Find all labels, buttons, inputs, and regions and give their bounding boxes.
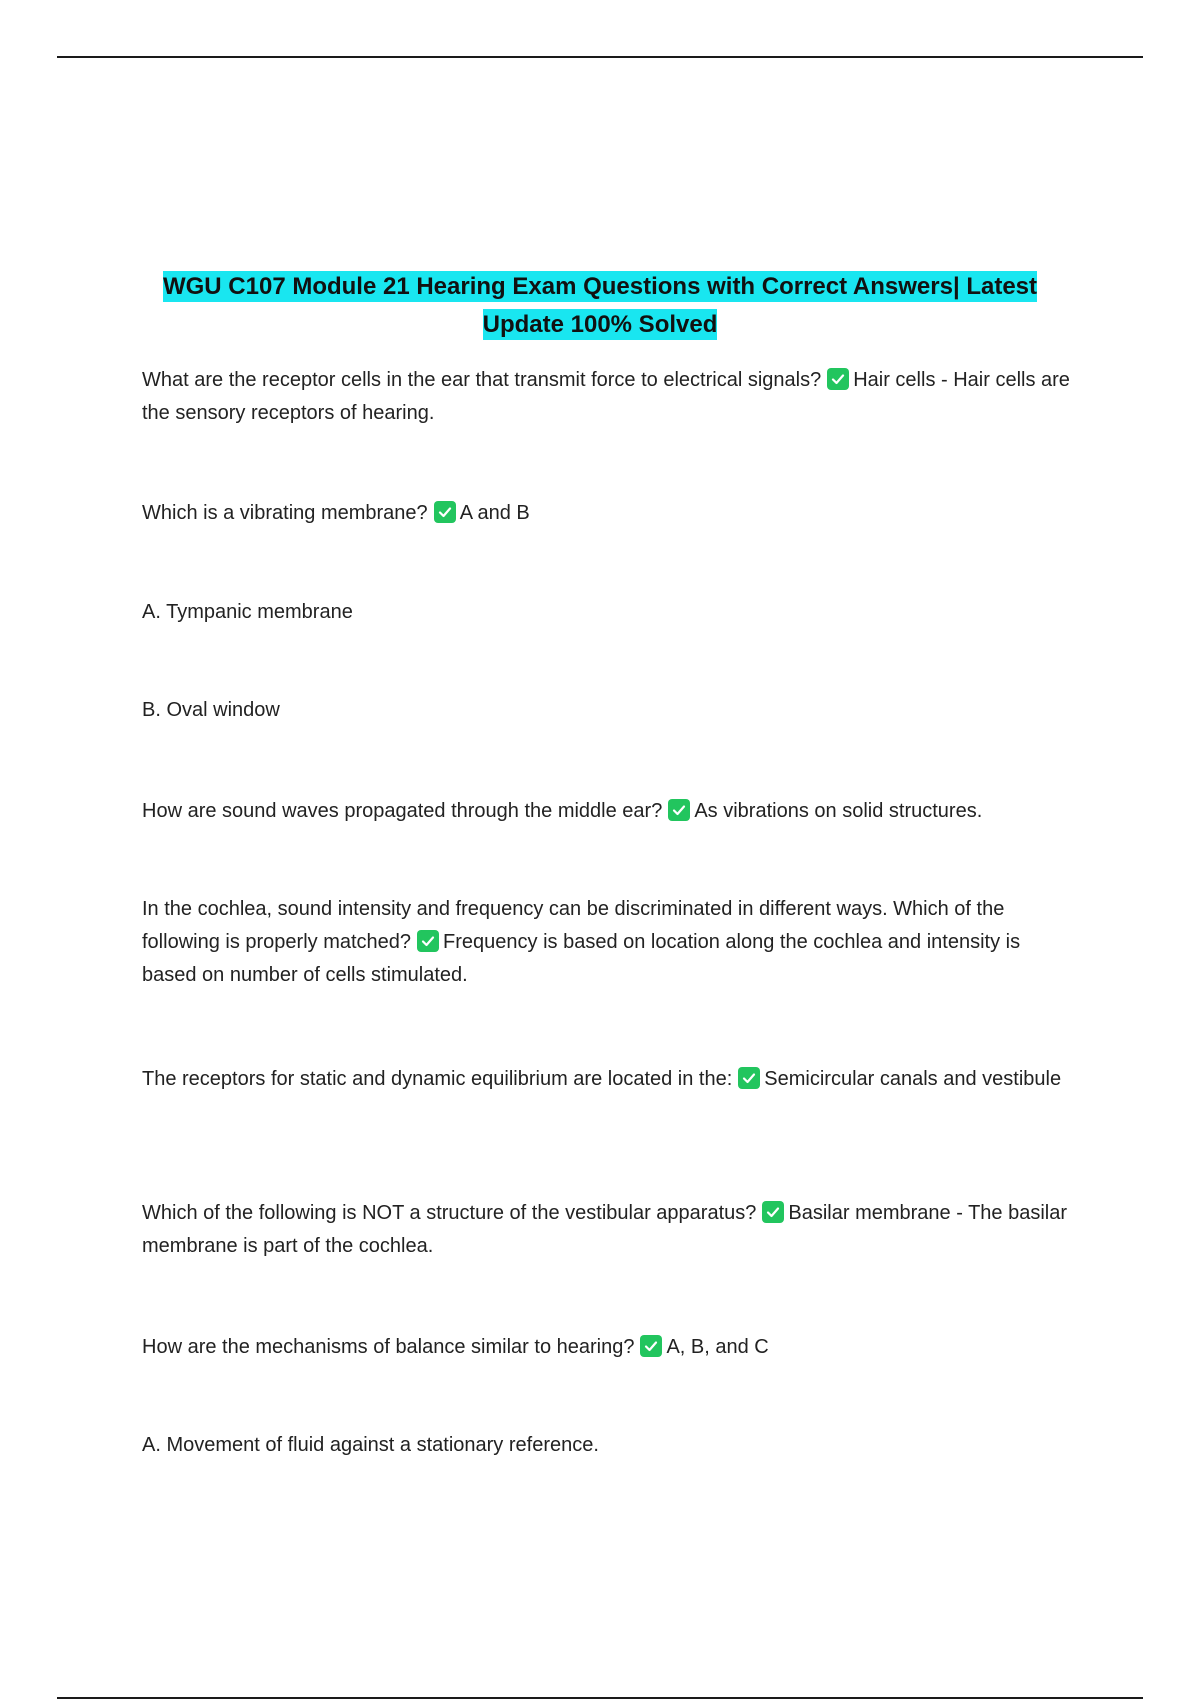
qa-item-2	[142, 497, 1072, 530]
qa-item-7	[142, 1331, 1072, 1364]
qa-item-5	[142, 1063, 1072, 1096]
qa-item-1	[142, 364, 1072, 430]
option-a	[142, 596, 1072, 629]
option-text: A. Tympanic membrane	[142, 601, 353, 623]
header-rule	[57, 56, 1143, 58]
check-mark-icon	[668, 799, 690, 821]
question-text: Which of the following is NOT a structure of the vestibular apparatus?	[142, 1202, 757, 1224]
document-title	[140, 268, 1060, 344]
answer-text: Hair cells - Hair cells are the sensory receptors of hearing.	[142, 369, 1070, 424]
qa-item-4	[142, 893, 1072, 992]
option-a-balance	[142, 1429, 1072, 1462]
question-text: What are the receptor cells in the ear that transmit force to electrical signals?	[142, 369, 822, 391]
check-mark-icon	[827, 368, 849, 390]
option-text: A. Movement of fluid against a stationary reference.	[142, 1434, 599, 1456]
question-text: Which is a vibrating membrane?	[142, 502, 428, 524]
check-mark-icon	[434, 501, 456, 523]
qa-item-3	[142, 795, 1072, 828]
answer-text: A, B, and C	[666, 1336, 769, 1358]
option-b	[142, 694, 1072, 727]
footer-rule	[57, 1697, 1143, 1699]
check-mark-icon	[762, 1201, 784, 1223]
check-mark-icon	[417, 930, 439, 952]
answer-text: Basilar membrane - The basilar membrane is part of the cochlea.	[142, 1202, 1068, 1257]
answer-text: Frequency is based on location along the cochlea and intensity is based on number of cells stimulated.	[142, 931, 1021, 986]
answer-text: A and B	[459, 502, 530, 524]
question-text: How are sound waves propagated through the middle ear?	[142, 800, 663, 822]
check-mark-icon	[738, 1067, 760, 1089]
answer-text: Semicircular canals and vestibule	[764, 1068, 1062, 1090]
question-text: The receptors for static and dynamic equilibrium are located in the:	[142, 1068, 733, 1090]
title-highlight: WGU C107 Module 21 Hearing Exam Questions with Correct Answers| Latest Update 100% Solved	[162, 273, 1038, 338]
option-text: B. Oval window	[142, 699, 280, 721]
question-text: How are the mechanisms of balance similar to hearing?	[142, 1336, 635, 1358]
question-text: In the cochlea, sound intensity and frequency can be discriminated in different ways. Which of the following is properly matched?	[142, 898, 1005, 953]
answer-text: As vibrations on solid structures.	[694, 800, 983, 822]
qa-item-6	[142, 1197, 1072, 1263]
check-mark-icon	[640, 1335, 662, 1357]
